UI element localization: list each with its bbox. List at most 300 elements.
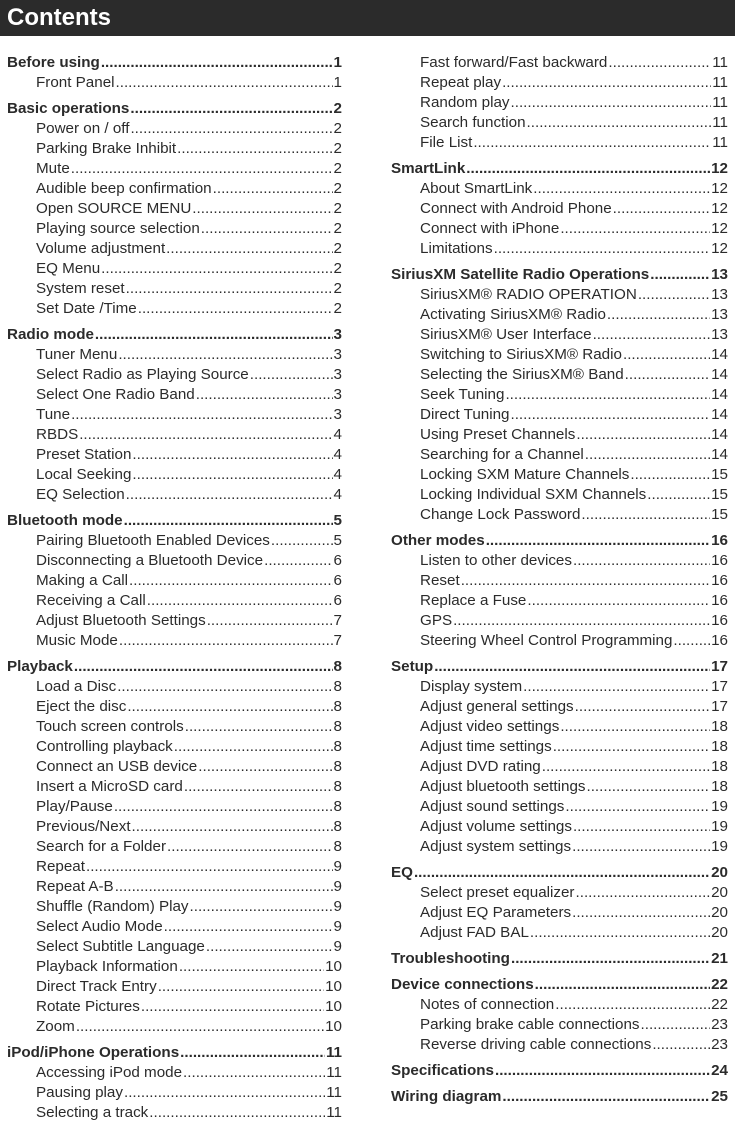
dot-leader xyxy=(575,697,710,717)
toc-entry-adjust-video-settings[interactable] xyxy=(391,717,728,737)
page-number: 3 xyxy=(333,346,342,363)
page-number: 2 xyxy=(333,240,342,257)
toc-entry-label: Audible beep confirmation xyxy=(36,180,212,197)
page-number: 18 xyxy=(711,778,728,795)
toc-entry-parking-brake-inhibit[interactable] xyxy=(7,139,342,159)
dot-leader xyxy=(625,365,710,385)
toc-entry-label: RBDS xyxy=(36,426,79,443)
dot-leader xyxy=(101,259,332,279)
toc-entry-label: Steering Wheel Control Programming xyxy=(420,632,673,649)
page-number: 3 xyxy=(333,366,342,383)
toc-section xyxy=(7,657,342,1037)
toc-entry-making-a-call[interactable] xyxy=(7,571,342,591)
dot-leader xyxy=(184,777,333,797)
toc-heading-label: Radio mode xyxy=(7,326,94,343)
toc-entry-label: System reset xyxy=(36,280,125,297)
toc-entry-adjust-eq-parameters[interactable] xyxy=(391,903,728,923)
toc-entry-label: Parking Brake Inhibit xyxy=(36,140,177,157)
dot-leader xyxy=(581,505,710,525)
toc-entry-label: Adjust video settings xyxy=(420,718,560,735)
toc-heading-playback[interactable] xyxy=(7,657,342,677)
toc-heading-smartlink[interactable] xyxy=(391,159,728,179)
page-number: 17 xyxy=(711,698,728,715)
toc-entry-preset-station[interactable] xyxy=(7,445,342,465)
page-number: 24 xyxy=(711,1062,728,1079)
toc-heading-label: Before using xyxy=(7,54,100,71)
page-number: 20 xyxy=(711,904,728,921)
dot-leader xyxy=(95,325,333,345)
toc-entry-mute[interactable] xyxy=(7,159,342,179)
toc-entry-notes-of-connection[interactable] xyxy=(391,995,728,1015)
toc-section xyxy=(391,949,728,969)
toc-entry-label: Repeat play xyxy=(420,74,502,91)
page-number: 19 xyxy=(711,818,728,835)
page-number: 2 xyxy=(333,160,342,177)
page-number: 2 xyxy=(333,100,342,117)
toc-entry-front-panel[interactable] xyxy=(7,73,342,93)
toc-entry-select-preset-equalizer[interactable] xyxy=(391,883,728,903)
toc-entry-about-smartlink[interactable] xyxy=(391,179,728,199)
dot-leader xyxy=(495,1061,710,1081)
dot-leader xyxy=(141,997,324,1017)
title-bar xyxy=(0,0,735,36)
toc-entry-label: SiriusXM® User Interface xyxy=(420,326,592,343)
page-number: 11 xyxy=(326,1084,342,1101)
toc-entry-search-function[interactable] xyxy=(391,113,728,133)
page-number: 10 xyxy=(325,998,342,1015)
page-number: 2 xyxy=(333,280,342,297)
toc-entry-label: Eject the disc xyxy=(36,698,127,715)
dot-leader xyxy=(124,511,333,531)
toc-heading-label: Setup xyxy=(391,658,434,675)
page-number: 4 xyxy=(333,466,342,483)
toc-entry-adjust-fad-bal[interactable] xyxy=(391,923,728,943)
toc-entry-pairing-bluetooth-enabled-devices[interactable] xyxy=(7,531,342,551)
dot-leader xyxy=(510,405,710,425)
page-number: 8 xyxy=(333,798,342,815)
dot-leader xyxy=(641,1015,711,1035)
toc-entry-label: EQ Selection xyxy=(36,486,125,503)
page-number: 14 xyxy=(711,446,728,463)
toc-entry-label: Select preset equalizer xyxy=(420,884,575,901)
toc-entry-connect-with-iphone[interactable] xyxy=(391,219,728,239)
toc-entry-reset[interactable] xyxy=(391,571,728,591)
page-number: 2 xyxy=(333,120,342,137)
page-number: 8 xyxy=(333,758,342,775)
toc-heading-label: Playback xyxy=(7,658,73,675)
toc-heading-setup[interactable] xyxy=(391,657,728,677)
toc-entry-select-radio-as-playing-source[interactable] xyxy=(7,365,342,385)
toc-entry-label: Touch screen controls xyxy=(36,718,184,735)
toc-section xyxy=(391,975,728,1055)
dot-leader xyxy=(138,299,333,319)
dot-leader xyxy=(434,657,710,677)
dot-leader xyxy=(502,73,711,93)
toc-entry-previous-next[interactable] xyxy=(7,817,342,837)
dot-leader xyxy=(453,611,710,631)
dot-leader xyxy=(535,975,710,995)
toc-entry-repeat-play[interactable] xyxy=(391,73,728,93)
dot-leader xyxy=(572,903,710,923)
toc-heading-before-using[interactable] xyxy=(7,53,342,73)
page-number: 13 xyxy=(711,326,728,343)
toc-entry-repeat-a-b[interactable] xyxy=(7,877,342,897)
toc-entry-label: Tuner Menu xyxy=(36,346,118,363)
page-number: 18 xyxy=(711,738,728,755)
dot-leader xyxy=(179,957,324,977)
page-number: 19 xyxy=(711,798,728,815)
toc-heading-ipod-iphone-operations[interactable] xyxy=(7,1043,342,1063)
toc-entry-adjust-volume-settings[interactable] xyxy=(391,817,728,837)
dot-leader xyxy=(174,737,333,757)
dot-leader xyxy=(414,863,710,883)
toc-heading-label: Wiring diagram xyxy=(391,1088,502,1105)
toc-entry-label: Adjust general settings xyxy=(420,698,574,715)
toc-entry-eq-menu[interactable] xyxy=(7,259,342,279)
toc-section xyxy=(7,325,342,505)
dot-leader xyxy=(586,777,710,797)
toc-entry-touch-screen-controls[interactable] xyxy=(7,717,342,737)
dot-leader xyxy=(542,757,710,777)
page-number: 11 xyxy=(712,134,728,151)
toc-heading-troubleshooting[interactable] xyxy=(391,949,728,969)
toc-entry-label: Accessing iPod mode xyxy=(36,1064,183,1081)
toc-entry-label: Adjust sound settings xyxy=(420,798,565,815)
toc-entry-label: Music Mode xyxy=(36,632,118,649)
toc-entry-selecting-a-track[interactable] xyxy=(7,1103,342,1123)
page-number: 11 xyxy=(326,1104,342,1121)
page-number: 11 xyxy=(325,1044,342,1061)
toc-entry-label: Connect with Android Phone xyxy=(420,200,612,217)
toc-entry-label: Preset Station xyxy=(36,446,132,463)
toc-heading-device-connections[interactable] xyxy=(391,975,728,995)
toc-entry-change-lock-password[interactable] xyxy=(391,505,728,525)
page-number: 14 xyxy=(711,346,728,363)
dot-leader xyxy=(132,465,332,485)
dot-leader xyxy=(206,937,333,957)
toc-entry-switching-to-siriusxm-radio[interactable] xyxy=(391,345,728,365)
page-number: 12 xyxy=(711,240,728,257)
toc-entry-label: About SmartLink xyxy=(420,180,533,197)
page-number: 9 xyxy=(333,898,342,915)
dot-leader xyxy=(638,285,710,305)
toc-entry-seek-tuning[interactable] xyxy=(391,385,728,405)
toc-entry-listen-to-other-devices[interactable] xyxy=(391,551,728,571)
dot-leader xyxy=(673,631,710,651)
toc-entry-adjust-sound-settings[interactable] xyxy=(391,797,728,817)
toc-heading-bluetooth-mode[interactable] xyxy=(7,511,342,531)
toc-entry-adjust-bluetooth-settings[interactable] xyxy=(7,611,342,631)
toc-entry-locking-sxm-mature-channels[interactable] xyxy=(391,465,728,485)
dot-leader xyxy=(271,531,333,551)
page-number: 15 xyxy=(711,506,728,523)
toc-heading-radio-mode[interactable] xyxy=(7,325,342,345)
toc-entry-rbds[interactable] xyxy=(7,425,342,445)
toc-entry-label: Selecting the SiriusXM® Band xyxy=(420,366,624,383)
page-number: 14 xyxy=(711,366,728,383)
toc-entry-display-system[interactable] xyxy=(391,677,728,697)
toc-entry-steering-wheel-control-programming[interactable] xyxy=(391,631,728,651)
dot-leader xyxy=(650,265,710,285)
toc-entry-accessing-ipod-mode[interactable] xyxy=(7,1063,342,1083)
toc-entry-eject-the-disc[interactable] xyxy=(7,697,342,717)
page-number: 16 xyxy=(711,532,728,549)
dot-leader xyxy=(158,977,324,997)
toc-section xyxy=(7,1043,342,1123)
toc-entry-label: Adjust volume settings xyxy=(420,818,572,835)
toc-entry-label: Pausing play xyxy=(36,1084,123,1101)
page-number: 9 xyxy=(333,858,342,875)
toc-section xyxy=(391,863,728,943)
dot-leader xyxy=(119,631,333,651)
toc-entry-load-a-disc[interactable] xyxy=(7,677,342,697)
dot-leader xyxy=(185,717,333,737)
toc-entry-siriusxm-radio-operation[interactable] xyxy=(391,285,728,305)
dot-leader xyxy=(117,677,332,697)
dot-leader xyxy=(132,445,332,465)
page-number: 2 xyxy=(333,200,342,217)
toc-entry-label: Reset xyxy=(420,572,460,589)
toc-entry-playing-source-selection[interactable] xyxy=(7,219,342,239)
toc-entry-search-for-a-folder[interactable] xyxy=(7,837,342,857)
toc-heading-label: SiriusXM Satellite Radio Operations xyxy=(391,266,650,283)
toc-entry-system-reset[interactable] xyxy=(7,279,342,299)
toc-entry-label: Select Subtitle Language xyxy=(36,938,205,955)
toc-entry-direct-track-entry[interactable] xyxy=(7,977,342,997)
toc-entry-replace-a-fuse[interactable] xyxy=(391,591,728,611)
dot-leader xyxy=(527,591,710,611)
dot-leader xyxy=(127,697,332,717)
dot-leader xyxy=(461,571,710,591)
toc-heading-other-modes[interactable] xyxy=(391,531,728,551)
toc-entry-label: Direct Tuning xyxy=(420,406,510,423)
toc-entry-label: SiriusXM® RADIO OPERATION xyxy=(420,286,637,303)
toc-entry-tuner-menu[interactable] xyxy=(7,345,342,365)
toc-section xyxy=(391,531,728,651)
toc-entry-local-seeking[interactable] xyxy=(7,465,342,485)
page-number: 17 xyxy=(711,678,728,695)
dot-leader xyxy=(560,219,710,239)
dot-leader xyxy=(130,99,332,119)
page-number: 9 xyxy=(333,938,342,955)
dot-leader xyxy=(183,1063,325,1083)
toc-entry-connect-an-usb-device[interactable] xyxy=(7,757,342,777)
toc-section xyxy=(391,53,728,153)
toc-entry-label: Change Lock Password xyxy=(420,506,581,523)
toc-entry-rotate-pictures[interactable] xyxy=(7,997,342,1017)
page-number: 11 xyxy=(712,114,728,131)
page-number: 22 xyxy=(711,976,728,993)
toc-entry-label: Switching to SiriusXM® Radio xyxy=(420,346,622,363)
toc-heading-wiring-diagram[interactable] xyxy=(391,1087,728,1107)
toc-entry-label: Receiving a Call xyxy=(36,592,146,609)
toc-entry-label: Reverse driving cable connections xyxy=(420,1036,652,1053)
dot-leader xyxy=(573,817,710,837)
page-number: 1 xyxy=(333,54,342,71)
dot-leader xyxy=(190,897,333,917)
toc-entry-fast-forward-fast-backward[interactable] xyxy=(391,53,728,73)
page-number: 16 xyxy=(711,552,728,569)
dot-leader xyxy=(198,757,332,777)
toc-entry-label: Rotate Pictures xyxy=(36,998,140,1015)
dot-leader xyxy=(494,239,711,259)
page-number: 3 xyxy=(333,386,342,403)
toc-entry-set-date-time[interactable] xyxy=(7,299,342,319)
toc-entry-selecting-the-siriusxm-band[interactable] xyxy=(391,365,728,385)
page-number: 14 xyxy=(711,386,728,403)
page-number: 12 xyxy=(711,200,728,217)
dot-leader xyxy=(511,93,712,113)
toc-entry-label: Power on / off xyxy=(36,120,130,137)
page-number: 20 xyxy=(711,864,728,881)
page-number: 8 xyxy=(333,678,342,695)
toc-entry-label: Local Seeking xyxy=(36,466,132,483)
dot-leader xyxy=(585,445,710,465)
toc-heading-basic-operations[interactable] xyxy=(7,99,342,119)
toc-entry-music-mode[interactable] xyxy=(7,631,342,651)
toc-entry-connect-with-android-phone[interactable] xyxy=(391,199,728,219)
toc-entry-select-audio-mode[interactable] xyxy=(7,917,342,937)
dot-leader xyxy=(126,485,333,505)
toc-section xyxy=(391,1061,728,1081)
toc-entry-parking-brake-cable-connections[interactable] xyxy=(391,1015,728,1035)
toc-entry-tune[interactable] xyxy=(7,405,342,425)
dot-leader xyxy=(79,425,332,445)
toc-section xyxy=(391,657,728,857)
page-number: 2 xyxy=(333,220,342,237)
toc-entry-pausing-play[interactable] xyxy=(7,1083,342,1103)
toc-entry-label: File List xyxy=(420,134,473,151)
toc-entry-label: Display system xyxy=(420,678,523,695)
toc-left-column xyxy=(7,53,342,1129)
toc-heading-specifications[interactable] xyxy=(391,1061,728,1081)
dot-leader xyxy=(118,345,332,365)
dot-leader xyxy=(264,551,332,571)
toc-entry-select-one-radio-band[interactable] xyxy=(7,385,342,405)
toc-entry-adjust-general-settings[interactable] xyxy=(391,697,728,717)
page-number: 8 xyxy=(333,698,342,715)
toc-entry-random-play[interactable] xyxy=(391,93,728,113)
dot-leader xyxy=(71,159,333,179)
toc-section xyxy=(391,1087,728,1107)
toc-entry-label: Disconnecting a Bluetooth Device xyxy=(36,552,264,569)
dot-leader xyxy=(576,425,710,445)
page-number: 12 xyxy=(711,160,728,177)
toc-entry-label: Shuffle (Random) Play xyxy=(36,898,189,915)
toc-entry-reverse-driving-cable-connections[interactable] xyxy=(391,1035,728,1055)
toc-entry-using-preset-channels[interactable] xyxy=(391,425,728,445)
toc-entry-label: Previous/Next xyxy=(36,818,131,835)
page-number: 8 xyxy=(333,658,342,675)
toc-section xyxy=(391,159,728,259)
page-number: 17 xyxy=(711,658,728,675)
toc-entry-label: Open SOURCE MENU xyxy=(36,200,192,217)
dot-leader xyxy=(613,199,710,219)
toc-entry-adjust-bluetooth-settings[interactable] xyxy=(391,777,728,797)
toc-entry-volume-adjustment[interactable] xyxy=(7,239,342,259)
toc-heading-siriusxm-satellite-radio-operations[interactable] xyxy=(391,265,728,285)
toc-entry-label: Activating SiriusXM® Radio xyxy=(420,306,606,323)
page-number: 16 xyxy=(711,572,728,589)
toc-entry-adjust-system-settings[interactable] xyxy=(391,837,728,857)
dot-leader xyxy=(560,717,710,737)
toc-entry-adjust-dvd-rating[interactable] xyxy=(391,757,728,777)
toc-section xyxy=(391,265,728,525)
toc-entry-locking-individual-sxm-channels[interactable] xyxy=(391,485,728,505)
toc-entry-label: Selecting a track xyxy=(36,1104,149,1121)
toc-entry-activating-siriusxm-radio[interactable] xyxy=(391,305,728,325)
toc-entry-disconnecting-a-bluetooth-device[interactable] xyxy=(7,551,342,571)
toc-entry-label: Replace a Fuse xyxy=(420,592,527,609)
page-number: 13 xyxy=(711,266,728,283)
toc-entry-label: Search for a Folder xyxy=(36,838,166,855)
page-number: 2 xyxy=(333,140,342,157)
page-number: 18 xyxy=(711,758,728,775)
toc-entry-controlling-playback[interactable] xyxy=(7,737,342,757)
toc-entry-repeat[interactable] xyxy=(7,857,342,877)
toc-entry-playback-information[interactable] xyxy=(7,957,342,977)
dot-leader xyxy=(116,73,333,93)
toc-entry-limitations[interactable] xyxy=(391,239,728,259)
dot-leader xyxy=(533,179,710,199)
toc-entry-open-source-menu[interactable] xyxy=(7,199,342,219)
toc-entry-insert-a-microsd-card[interactable] xyxy=(7,777,342,797)
dot-leader xyxy=(555,995,710,1015)
dot-leader xyxy=(180,1043,325,1063)
toc-entry-shuffle-random-play[interactable] xyxy=(7,897,342,917)
page-number: 8 xyxy=(333,778,342,795)
dot-leader xyxy=(101,53,333,73)
dot-leader xyxy=(630,465,710,485)
toc-entry-label: Connect an USB device xyxy=(36,758,198,775)
toc-entry-label: Direct Track Entry xyxy=(36,978,157,995)
dot-leader xyxy=(593,325,711,345)
dot-leader xyxy=(213,179,333,199)
toc-entry-label: Connect with iPhone xyxy=(420,220,560,237)
toc-entry-siriusxm-user-interface[interactable] xyxy=(391,325,728,345)
toc-entry-select-subtitle-language[interactable] xyxy=(7,937,342,957)
dot-leader xyxy=(124,1083,325,1103)
toc-entry-label: Repeat A-B xyxy=(36,878,114,895)
toc-entry-power-on-off[interactable] xyxy=(7,119,342,139)
toc-entry-eq-selection[interactable] xyxy=(7,485,342,505)
toc-entry-searching-for-a-channel[interactable] xyxy=(391,445,728,465)
toc-heading-eq[interactable] xyxy=(391,863,728,883)
toc-entry-receiving-a-call[interactable] xyxy=(7,591,342,611)
dot-leader xyxy=(608,53,711,73)
page-number: 21 xyxy=(711,950,728,967)
toc-entry-direct-tuning[interactable] xyxy=(391,405,728,425)
toc-entry-adjust-time-settings[interactable] xyxy=(391,737,728,757)
toc-heading-label: Device connections xyxy=(391,976,534,993)
dot-leader xyxy=(130,119,332,139)
toc-entry-gps[interactable] xyxy=(391,611,728,631)
page-number: 15 xyxy=(711,466,728,483)
dot-leader xyxy=(511,949,710,969)
dot-leader xyxy=(502,1087,710,1107)
toc-entry-label: Zoom xyxy=(36,1018,75,1035)
toc-entry-file-list[interactable] xyxy=(391,133,728,153)
dot-leader xyxy=(652,1035,710,1055)
toc-entry-play-pause[interactable] xyxy=(7,797,342,817)
dot-leader xyxy=(207,611,333,631)
page-number: 12 xyxy=(711,220,728,237)
page-number: 7 xyxy=(333,632,342,649)
toc-entry-audible-beep-confirmation[interactable] xyxy=(7,179,342,199)
toc-entry-zoom[interactable] xyxy=(7,1017,342,1037)
toc-section xyxy=(7,53,342,93)
dot-leader xyxy=(192,199,332,219)
